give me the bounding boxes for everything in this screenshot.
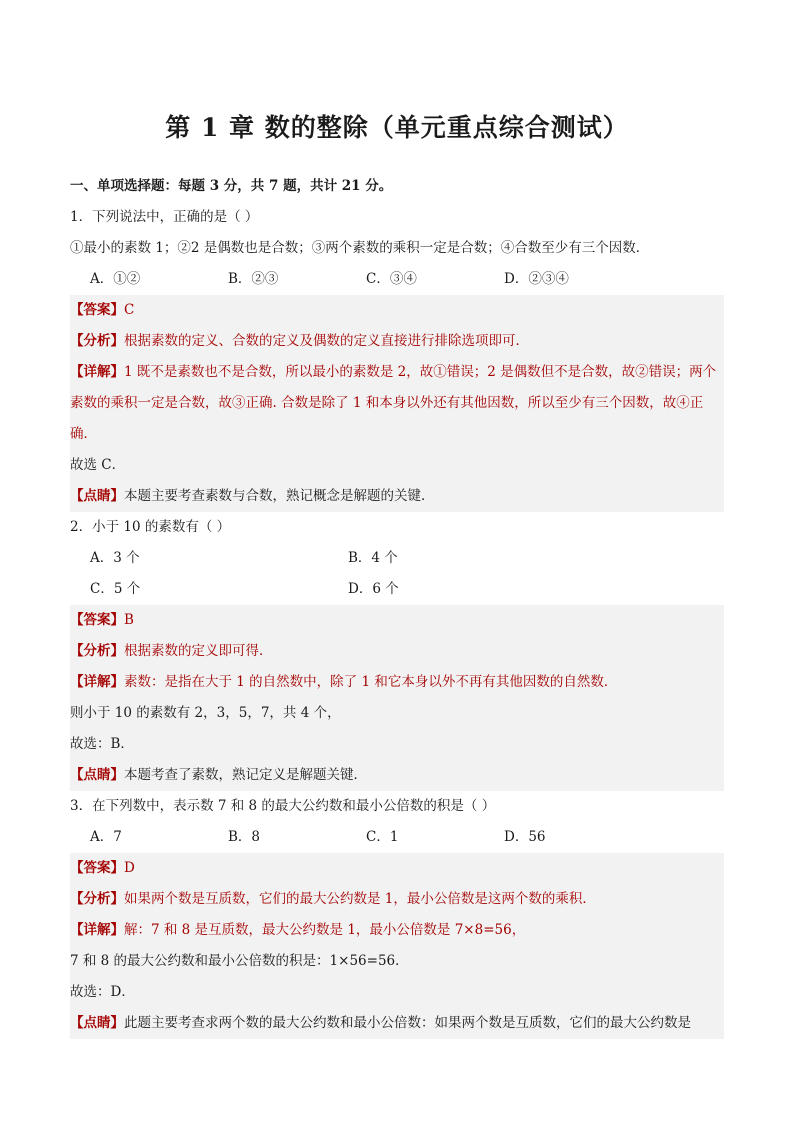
detail-tag: 【详解】 (70, 922, 124, 938)
comment-text: 本题主要考查素数与合数，熟记概念是解题的关键． (124, 488, 435, 504)
comment-text: 本题考查了素数，熟记定义是解题关键． (124, 767, 367, 783)
option-b: B．8 (228, 829, 261, 845)
question-3-stem: 3．在下列数中，表示数 7 和 8 的最大公约数和最小公倍数的积是（ ） (70, 798, 496, 814)
comment-row (70, 481, 724, 512)
detail-row (70, 915, 724, 946)
analysis-row (70, 326, 724, 357)
question-1-stem: 1．下列说法中，正确的是（ ） (70, 209, 259, 225)
analysis-row (70, 884, 724, 915)
detail-row (70, 357, 724, 450)
analysis-text: 根据素数的定义、合数的定义及偶数的定义直接进行排除选项即可． (124, 333, 529, 349)
comment-row (70, 1008, 724, 1039)
analysis-text: 如果两个数是互质数，它们的最大公约数是 1，最小公倍数是这两个数的乘积． (124, 891, 596, 907)
option-d: D．56 (504, 829, 546, 845)
option-d: D．6 个 (348, 581, 399, 597)
question-2-options-row-1 (70, 543, 724, 574)
conclusion-row: 故选：D． (70, 977, 724, 1008)
answer-row (70, 853, 724, 884)
comment-tag: 【点睛】 (70, 488, 124, 504)
option-b: B．②③ (228, 271, 279, 287)
answer-tag: 【答案】 (70, 860, 124, 876)
analysis-tag: 【分析】 (70, 333, 124, 349)
comment-row (70, 760, 724, 791)
answer-row (70, 605, 724, 636)
page-title: 第 1 章 数的整除（单元重点综合测试） (165, 113, 629, 142)
option-b: B．4 个 (348, 550, 398, 566)
detail-row-2: 7 和 8 的最大公约数和最小公倍数的积是：1×56=56． (70, 946, 724, 977)
option-c: C．1 (366, 829, 399, 845)
analysis-tag: 【分析】 (70, 891, 124, 907)
answer-value: D (124, 860, 135, 876)
option-d: D．②③④ (504, 271, 569, 287)
detail-text: 解：7 和 8 是互质数，最大公约数是 1，最小公倍数是 7×8=56， (124, 922, 526, 938)
analysis-tag: 【分析】 (70, 643, 124, 659)
detail-row (70, 667, 724, 698)
answer-value: C (124, 302, 135, 318)
comment-text: 此题主要考查求两个数的最大公约数和最小公倍数：如果两个数是互质数，它们的最大公约数是 (124, 1015, 691, 1031)
option-c: C．③④ (366, 271, 417, 287)
answer-row (70, 295, 724, 326)
question-1-options (70, 264, 724, 295)
document-page (70, 108, 724, 1039)
answer-tag: 【答案】 (70, 612, 124, 628)
question-1-statements: ①最小的素数 1；②2 是偶数也是合数；③两个素数的乘积一定是合数；④合数至少有三个因数． (70, 240, 650, 256)
detail-tag: 【详解】 (70, 364, 124, 380)
analysis-row (70, 636, 724, 667)
detail-row-2: 则小于 10 的素数有 2，3，5，7，共 4 个， (70, 698, 724, 729)
option-a: A．3 个 (90, 550, 140, 566)
analysis-text: 根据素数的定义即可得． (124, 643, 273, 659)
answer-tag: 【答案】 (70, 302, 124, 318)
section-heading: 一、单项选择题：每题 3 分，共 7 题，共计 21 分。 (70, 178, 393, 194)
comment-tag: 【点睛】 (70, 1015, 124, 1031)
conclusion-row: 故选：B． (70, 729, 724, 760)
detail-text: 1 既不是素数也不是合数，所以最小的素数是 2，故①错误；2 是偶数但不是合数，故②错误；两个素数的乘积一定是合数，故③正确. 合数是除了 1 和本身以外还有其他因数，所以至少有三个因数，故④正确． (70, 364, 717, 442)
option-a: A．①② (90, 271, 141, 287)
question-2-stem: 2．小于 10 的素数有（ ） (70, 519, 231, 535)
comment-tag: 【点睛】 (70, 767, 124, 783)
option-a: A．7 (90, 829, 122, 845)
answer-value: B (124, 612, 134, 628)
conclusion-row: 故选 C． (70, 450, 724, 481)
detail-text: 素数：是指在大于 1 的自然数中，除了 1 和它本身以外不再有其他因数的自然数． (124, 674, 618, 690)
question-3-options (70, 822, 724, 853)
question-2-options-row-2 (70, 574, 724, 605)
option-c: C．5 个 (90, 581, 141, 597)
detail-tag: 【详解】 (70, 674, 124, 690)
